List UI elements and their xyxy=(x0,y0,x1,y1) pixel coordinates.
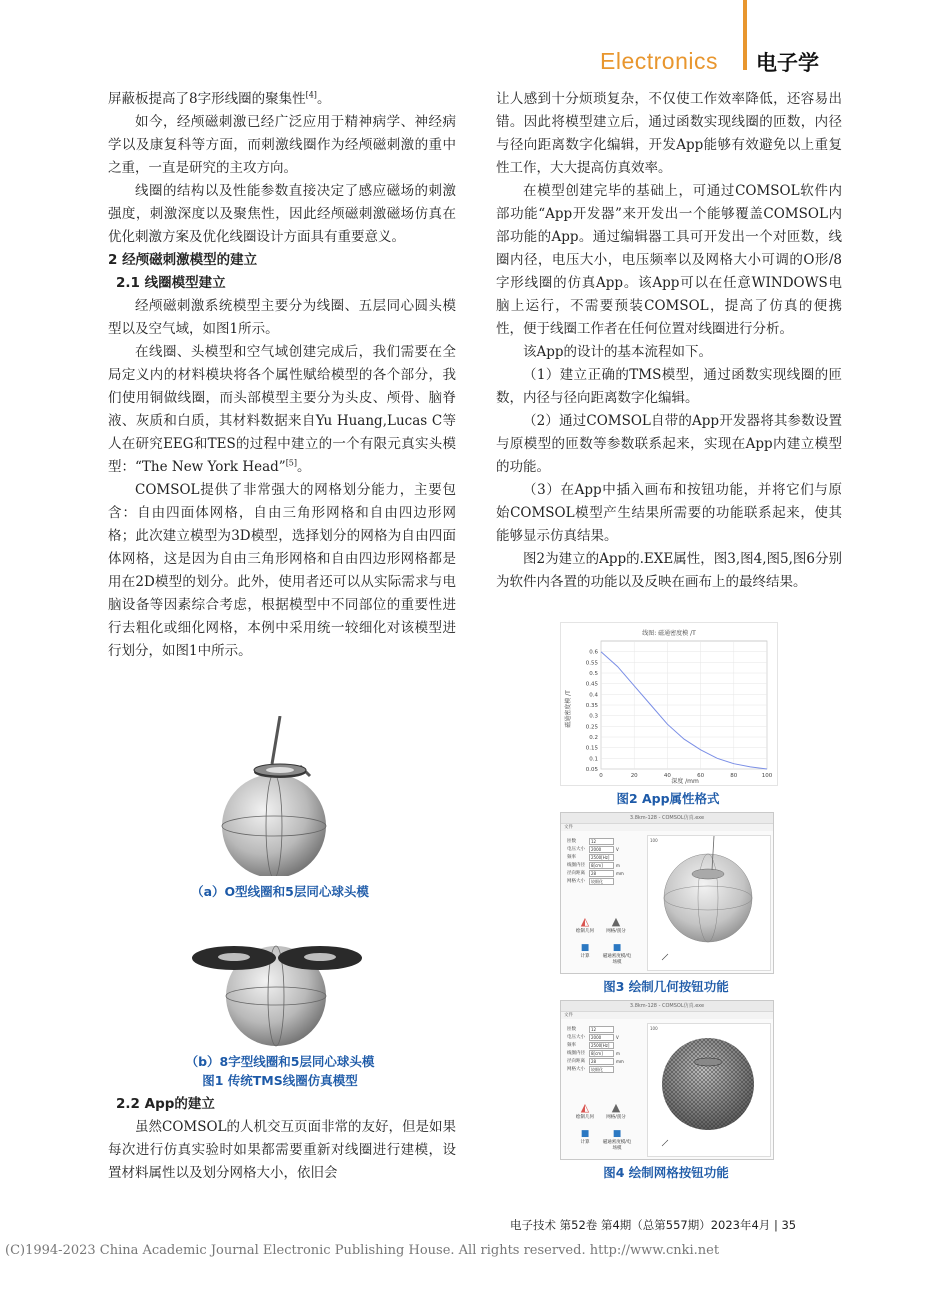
left-column-top xyxy=(108,88,456,663)
header-brand-cn: 电子学 xyxy=(756,51,819,75)
paragraph: 该App的设计的基本流程如下。 xyxy=(523,344,713,360)
geometry-icon: ◭ xyxy=(580,915,590,928)
chart-ytick-label: 0.35 xyxy=(585,703,598,709)
figure-4-caption: 图4 绘制网格按钮功能 xyxy=(603,1165,729,1180)
header-brand-en: Electronics xyxy=(600,48,718,74)
frequency-field[interactable]: 2500[Hz] xyxy=(589,854,614,861)
turns-field[interactable]: 12 xyxy=(589,1026,614,1033)
param-form: 匝数 12 电压大小 2000 V 频率 2500[Hz] 线圈内径 8[cm] m 径向距离 28 mm 网格大小 较细化 xyxy=(567,838,624,884)
subsection-heading: 2.2 App的建立 xyxy=(116,1096,215,1112)
draw-geometry-button[interactable]: ◭ 绘制几何 xyxy=(576,1101,594,1120)
chart-ylabel: 磁通密度模 /T xyxy=(565,690,572,728)
chart-ytick-label: 0.45 xyxy=(585,681,598,688)
mesh-button[interactable]: ▲ 网格/剖分 xyxy=(606,1101,626,1120)
chart-xtick-label: 80 xyxy=(730,773,738,779)
paragraph: 在线圈、头模型和空气域创建完成后，我们需要在全局定义内的材料模块将各个属性赋给模型的各个部分，我们使用铜做线圈，而头部模型主要分为头皮、颅骨、脑脊液、灰质和白质，其材料数据来自Yu Huang,Lucas C等人在研究EEG和TES的过程中建立的一个有限元真实头模型：“The New York Head”[5]。 xyxy=(108,344,456,475)
window-menu[interactable]: 文件 xyxy=(561,824,773,831)
chart-ytick-label: 0.55 xyxy=(585,660,598,667)
right-column xyxy=(496,88,842,594)
paragraph: （1）建立正确的TMS模型，通过函数实现线圈的匝数，内径与径向距离数字化编辑。 xyxy=(496,367,842,406)
window-titlebar: 3.8km-128 - COMSOL仿真.exe xyxy=(561,813,773,824)
figure-1-caption: 图1 传统TMS线圈仿真模型 xyxy=(202,1073,358,1088)
chart-canvas xyxy=(561,623,777,785)
header-accent-bar xyxy=(743,0,747,70)
paragraph: 经颅磁刺激系统模型主要分为线圈、五层同心圆头模型以及空气域，如图1所示。 xyxy=(108,298,456,337)
left-column-bottom xyxy=(108,1093,456,1185)
result-button[interactable]: ■ 磁通密度模/电场模 xyxy=(602,943,632,965)
chart-ytick-label: 0.25 xyxy=(585,724,598,731)
window-menu[interactable]: 文件 xyxy=(561,1012,773,1019)
paragraph: 如今，经颅磁刺激已经广泛应用于精神病学、神经病学以及康复科等方面，而刺激线圈作为经颅磁刺激的重中之重，一直是研究的主攻方向。 xyxy=(108,114,456,176)
figure-4-app-window xyxy=(560,1000,774,1160)
geometry-render xyxy=(648,836,770,970)
result-icon: ■ xyxy=(612,1129,622,1139)
chart-ytick-label: 0.2 xyxy=(589,735,598,741)
figure-3-caption: 图3 绘制几何按钮功能 xyxy=(603,979,729,994)
chart-ytick-label: 0.3 xyxy=(589,713,598,720)
result-button[interactable]: ■ 磁通密度模/电场模 xyxy=(602,1129,632,1151)
paragraph: 图2为建立的App的.EXE属性，图3,图4,图5,图6分别为软件内各置的功能以及反映在画布上的最终结果。 xyxy=(496,551,842,590)
chart-xtick-label: 0 xyxy=(599,773,603,779)
figure-1a-caption: （a）O型线圈和5层同心球头模 xyxy=(191,884,369,899)
draw-geometry-button[interactable]: ◭ 绘制几何 xyxy=(576,915,594,934)
param-form: 匝数 12 电压大小 2000 V 频率 2500[Hz] 线圈内径 8[cm] m 径向距离 28 mm 网格大小 较细化 xyxy=(567,1026,624,1072)
zoom-label: 100 xyxy=(650,1026,658,1031)
page-footer: 电子技术 第52卷 第4期（总第557期）2023年4月 | 35 xyxy=(510,1218,797,1232)
frequency-field[interactable]: 2500[Hz] xyxy=(589,1042,614,1049)
mesh-button[interactable]: ▲ 网格/剖分 xyxy=(606,915,626,934)
window-titlebar: 3.8km-128 - COMSOL仿真.exe xyxy=(561,1001,773,1012)
paragraph: 让人感到十分烦琐复杂，不仅使工作效率降低，还容易出错。因此将模型建立后，通过函数实现线圈的匝数，内径与径向距离数字化编辑，开发App能够有效避免以上重复性工作，大大提高仿真效率。 xyxy=(496,91,842,176)
compute-icon: ■ xyxy=(580,1129,590,1139)
inner-diameter-field[interactable]: 8[cm] xyxy=(589,862,614,869)
figure-1b-figure8-coil-sphere xyxy=(188,930,368,1050)
figure-1a-o-coil-sphere xyxy=(200,716,360,876)
mesh-render xyxy=(648,1024,770,1156)
chart-xlabel: 深度 /mm xyxy=(671,778,699,785)
compute-button[interactable]: ■ 计算 xyxy=(575,943,595,959)
chart-xtick-label: 100 xyxy=(761,773,773,779)
paragraph: 虽然COMSOL的人机交互页面非常的友好，但是如果每次进行仿真实验时如果都需要重新对线圈进行建模，设置材料属性以及划分网格大小，依旧会 xyxy=(108,1119,457,1181)
chart-ytick-label: 0.5 xyxy=(589,671,598,677)
chart-ytick-label: 0.1 xyxy=(589,756,598,763)
radial-distance-field[interactable]: 28 xyxy=(589,870,614,877)
turns-field[interactable]: 12 xyxy=(589,838,614,845)
paragraph: 屏蔽板提高了8字形线圈的聚集性[4]。 xyxy=(108,90,331,107)
chart-series-line xyxy=(601,652,767,769)
geometry-icon: ◭ xyxy=(580,1101,590,1114)
chart-xtick-label: 40 xyxy=(663,773,671,779)
subsection-heading: 2.1 线圈模型建立 xyxy=(116,275,226,291)
voltage-field[interactable]: 2000 xyxy=(589,846,614,853)
chart-xtick-label: 20 xyxy=(630,773,638,779)
inner-diameter-field[interactable]: 8[cm] xyxy=(589,1050,614,1057)
figure-3-app-window xyxy=(560,812,774,974)
figure-1b-caption: （b）8字型线圈和5层同心球头模 xyxy=(185,1054,375,1069)
result-icon: ■ xyxy=(612,943,622,953)
section-heading: 2 经颅磁刺激模型的建立 xyxy=(108,252,258,268)
chart-ytick-label: 0.6 xyxy=(589,649,598,656)
paragraph: COMSOL提供了非常强大的网格划分能力，主要包含：自由四面体网格，自由三角形网格和自由四边形网格；此次建立模型为3D模型，选择划分的网格为自由四面体网格，这是因为自由三角形网格和自由四边形网格都是用在2D模型的划分。此外，使用者还可以从实际需求与电脑设备等因素综合考虑，根据模型中不同部位的重要性进行去粗化或细化网格，本例中采用统一较细化对该模型进行划分，如图1中所示。 xyxy=(108,482,456,659)
mesh-icon: ▲ xyxy=(611,1101,621,1114)
chart-ytick-label: 0.15 xyxy=(585,745,598,752)
compute-button[interactable]: ■ 计算 xyxy=(575,1129,595,1145)
paragraph: （2）通过COMSOL自带的App开发器将其参数设置与原模型的匝数等参数联系起来，实现在App内建立模型的功能。 xyxy=(496,413,842,475)
voltage-field[interactable]: 2000 xyxy=(589,1034,614,1041)
copyright-line: (C)1994-2023 China Academic Journal Electronic Publishing House. All rights reserved. http://www.cnki.net xyxy=(5,1243,720,1258)
zoom-label: 100 xyxy=(650,838,658,843)
radial-distance-field[interactable]: 28 xyxy=(589,1058,614,1065)
paragraph: 线圈的结构以及性能参数直接决定了感应磁场的刺激强度，刺激深度以及聚焦性，因此经颅磁刺激磁场仿真在优化刺激方案及优化线圈设计方面具有重要意义。 xyxy=(108,183,456,245)
graphics-canvas[interactable] xyxy=(647,835,771,971)
mesh-size-select[interactable]: 较细化 xyxy=(589,878,614,885)
chart-xtick-label: 60 xyxy=(697,773,705,779)
figure-2-caption: 图2 App属性格式 xyxy=(616,791,720,806)
chart-title: 线图: 磁通密度模 /T xyxy=(642,630,696,637)
paragraph: 在模型创建完毕的基础上，可通过COMSOL软件内部功能“App开发器”来开发出一个能够覆盖COMSOL内部功能的App。通过编辑器工具可开发出一个对匝数，线圈内径，电压大小，电压频率以及网格大小可调的O形/8字形线圈的仿真App。该App可以在任意WINDOWS电脑上运行，不需要预装COMSOL，提高了仿真的便携性，便于线圈工作者在任何位置对线圈进行分析。 xyxy=(496,183,842,337)
figure-2-chart xyxy=(560,622,778,786)
graphics-canvas[interactable] xyxy=(647,1023,771,1157)
chart-ytick-label: 0.05 xyxy=(585,767,598,773)
mesh-size-select[interactable]: 较细化 xyxy=(589,1066,614,1073)
chart-ytick-label: 0.4 xyxy=(589,692,598,699)
compute-icon: ■ xyxy=(580,943,590,953)
mesh-icon: ▲ xyxy=(611,915,621,928)
paragraph: （3）在App中插入画布和按钮功能，并将它们与原始COMSOL模型产生结果所需要的功能联系起来，使其能够显示仿真结果。 xyxy=(496,482,842,544)
